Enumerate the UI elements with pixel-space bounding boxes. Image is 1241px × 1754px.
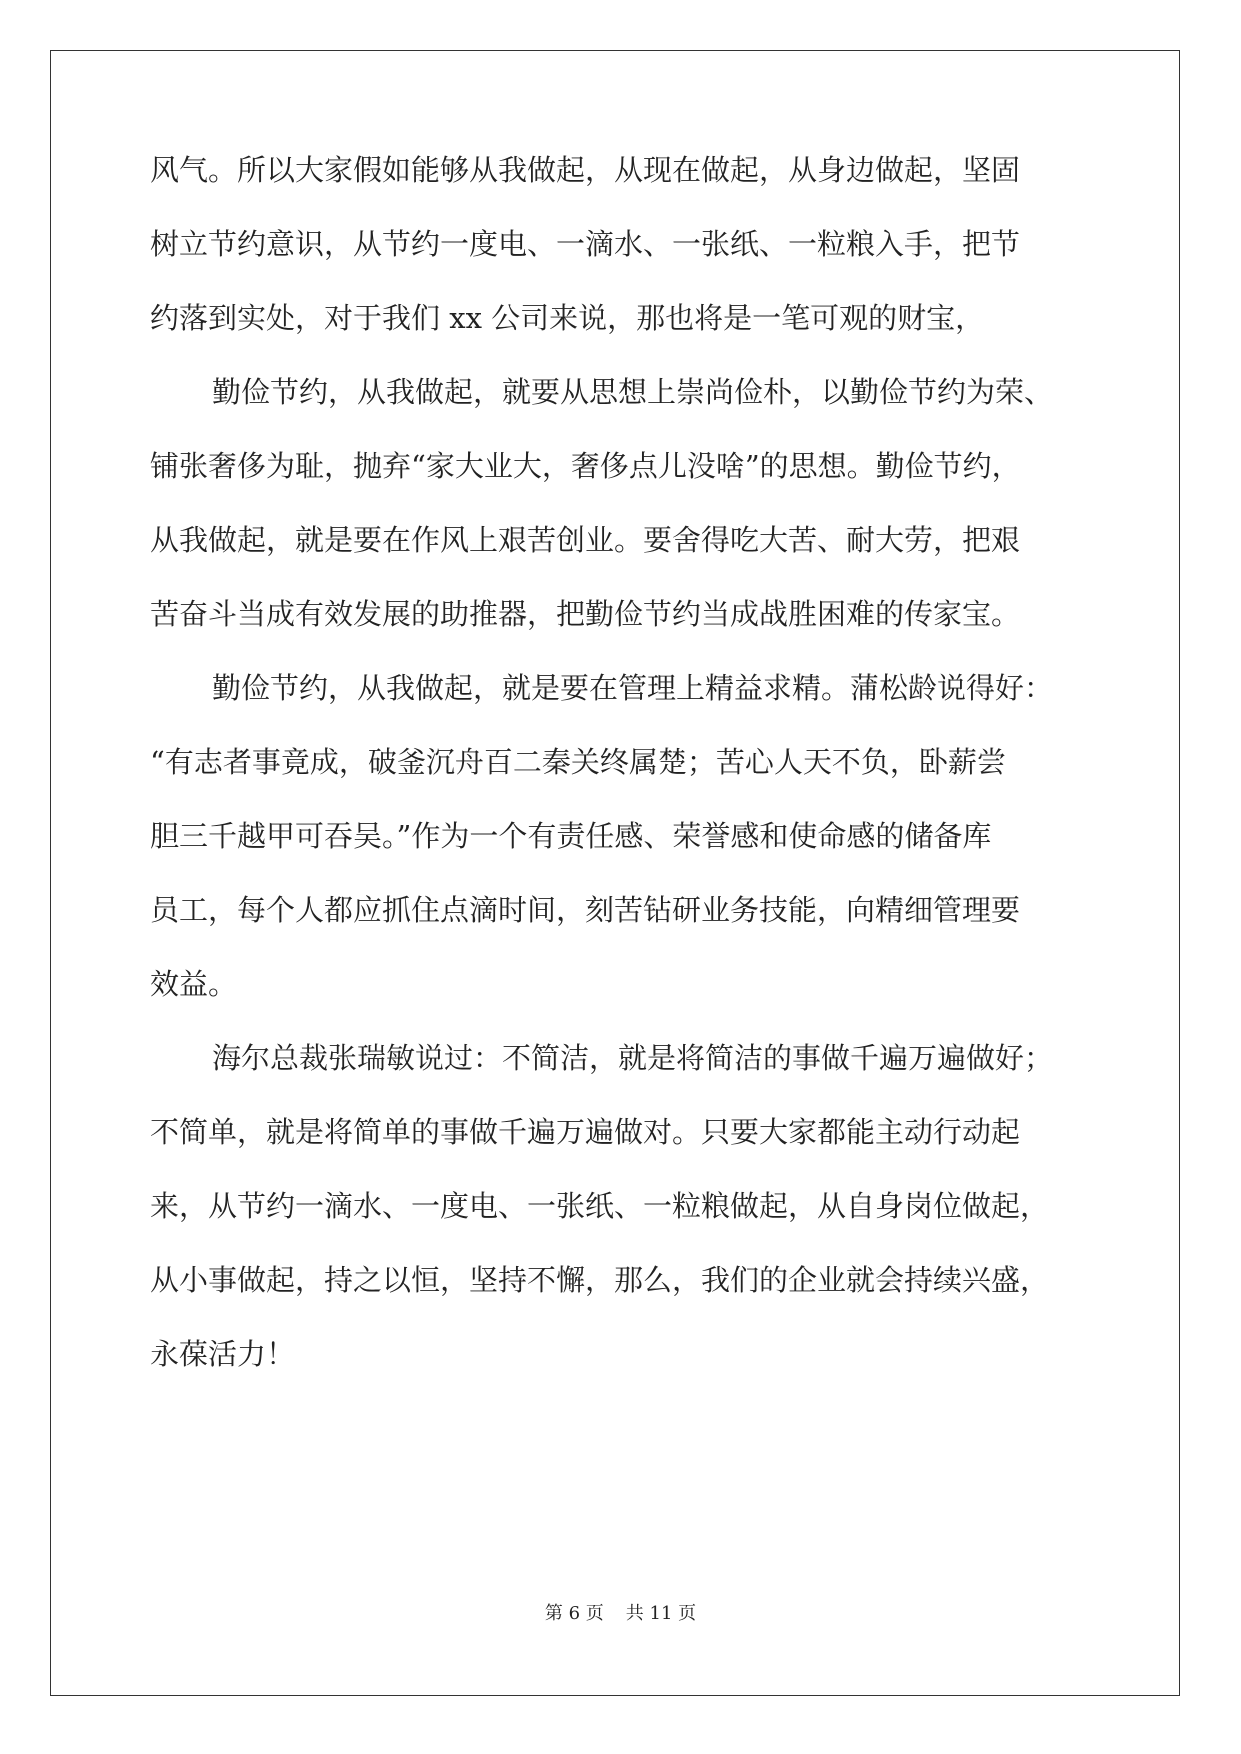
text-line: “有志者事竟成，破釜沉舟百二秦关终属楚；苦心人天不负，卧薪尝 [150, 745, 1006, 779]
text-line: 从小事做起，持之以恒，坚持不懈，那么，我们的企业就会持续兴盛， [150, 1263, 1050, 1297]
text-line: 铺张奢侈为耻，抛弃“家大业大，奢侈点儿没啥”的思想。勤俭节约， [150, 449, 1021, 483]
page-total: 共 11 页 [625, 1603, 697, 1624]
text-line: 苦奋斗当成有效发展的助推器，把勤俭节约当成战胜困难的传家宝。 [150, 597, 1021, 631]
text-line: 永葆活力！ [150, 1337, 296, 1371]
page-border [50, 50, 1180, 1696]
text-line: 来，从节约一滴水、一度电、一张纸、一粒粮做起，从自身岗位做起， [150, 1189, 1050, 1223]
text-line: 员工，每个人都应抓住点滴时间，刻苦钻研业务技能，向精细管理要 [150, 893, 1021, 927]
paragraph-first-line: 勤俭节约，从我做起，就要从思想上崇尚俭朴，以勤俭节约为荣、 [212, 375, 1054, 409]
page-number: 第 6 页 [544, 1603, 604, 1624]
text-line: 树立节约意识，从节约一度电、一滴水、一张纸、一粒粮入手，把节 [150, 227, 1021, 261]
paragraph-first-line: 海尔总裁张瑞敏说过：不简洁，就是将简洁的事做千遍万遍做好； [212, 1041, 1054, 1075]
text-line: 不简单，就是将简单的事做千遍万遍做对。只要大家都能主动行动起 [150, 1115, 1021, 1149]
text-line: 胆三千越甲可吞吴。”作为一个有责任感、荣誉感和使命感的储备库 [150, 819, 992, 853]
page-footer [0, 1599, 1241, 1625]
text-line: 从我做起，就是要在作风上艰苦创业。要舍得吃大苦、耐大劳，把艰 [150, 523, 1021, 557]
text-line: 效益。 [150, 967, 238, 1001]
text-line: 风气。所以大家假如能够从我做起，从现在做起，从身边做起，坚固 [150, 153, 1021, 187]
paragraph-first-line: 勤俭节约，从我做起，就是要在管理上精益求精。蒲松龄说得好： [212, 671, 1054, 705]
text-line: 约落到实处，对于我们 xx 公司来说，那也将是一笔可观的财宝， [150, 301, 985, 335]
